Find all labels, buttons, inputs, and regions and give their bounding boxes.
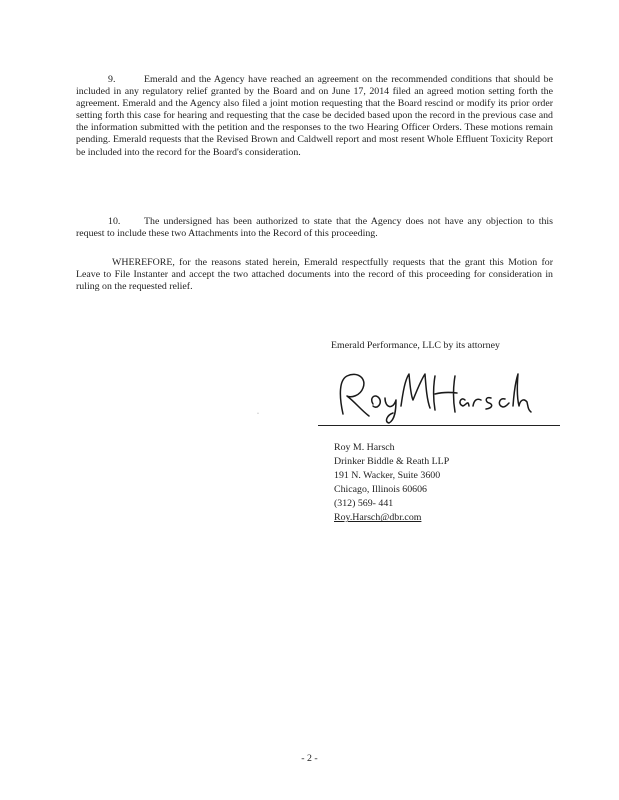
- wherefore-paragraph: [76, 257, 553, 293]
- stray-mark: ·: [257, 411, 259, 417]
- paragraph-text: Emerald and the Agency have reached an agreement on the recommended conditions that should be included in any regulatory relief granted by the Board and on June 17, 2014 filed an agreed motion setting forth the agreement. Emerald and the Agency also filed a joint motion requesting that the Board rescind or modify its prior order setting forth this case for hearing and requesting that the case be decided based upon the record in the previous case and the information submitted with the petition and the responses to the two Hearing Officer Orders. These motions remain pending. Emerald requests that the Revised Brown and Caldwell report and most resent Whole Effluent Toxicity Report be included into the record for the Board's consideration.: [76, 74, 553, 158]
- paragraph-10: [76, 216, 553, 240]
- handwritten-signature: [333, 366, 533, 424]
- paragraph-number: 9.: [108, 74, 116, 85]
- paragraph-9: [76, 74, 553, 159]
- phone-number: (312) 569- 441: [334, 498, 394, 510]
- attorney-address-block: [334, 441, 449, 526]
- email-link[interactable]: Roy.Harsch@dbr.com: [334, 512, 422, 524]
- paragraph-text: The undersigned has been authorized to state that the Agency does not have any objection to this request to include these two Attachments into the Record of this proceeding.: [76, 216, 553, 240]
- attorney-name: Roy M. Harsch: [334, 442, 395, 453]
- paragraph-text: WHEREFORE, for the reasons stated herein, Emerald respectfully requests that the grant this Motion for Leave to File Instanter and accept the two attached documents into the record of this proceeding for consideration in ruling on the requested relief.: [76, 257, 553, 293]
- page-number: - 2 -: [301, 753, 318, 764]
- signature-intro: Emerald Performance, LLC by its attorney: [331, 340, 500, 351]
- law-firm: Drinker Biddle & Reath LLP: [334, 456, 450, 468]
- city-state-zip: Chicago, Illinois 60606: [334, 484, 427, 496]
- paragraph-number: 10.: [108, 216, 121, 227]
- signature-line: [318, 425, 560, 426]
- street-address: 191 N. Wacker, Suite 3600: [334, 470, 441, 482]
- signature-text: Roy M. Harsch: [333, 366, 340, 367]
